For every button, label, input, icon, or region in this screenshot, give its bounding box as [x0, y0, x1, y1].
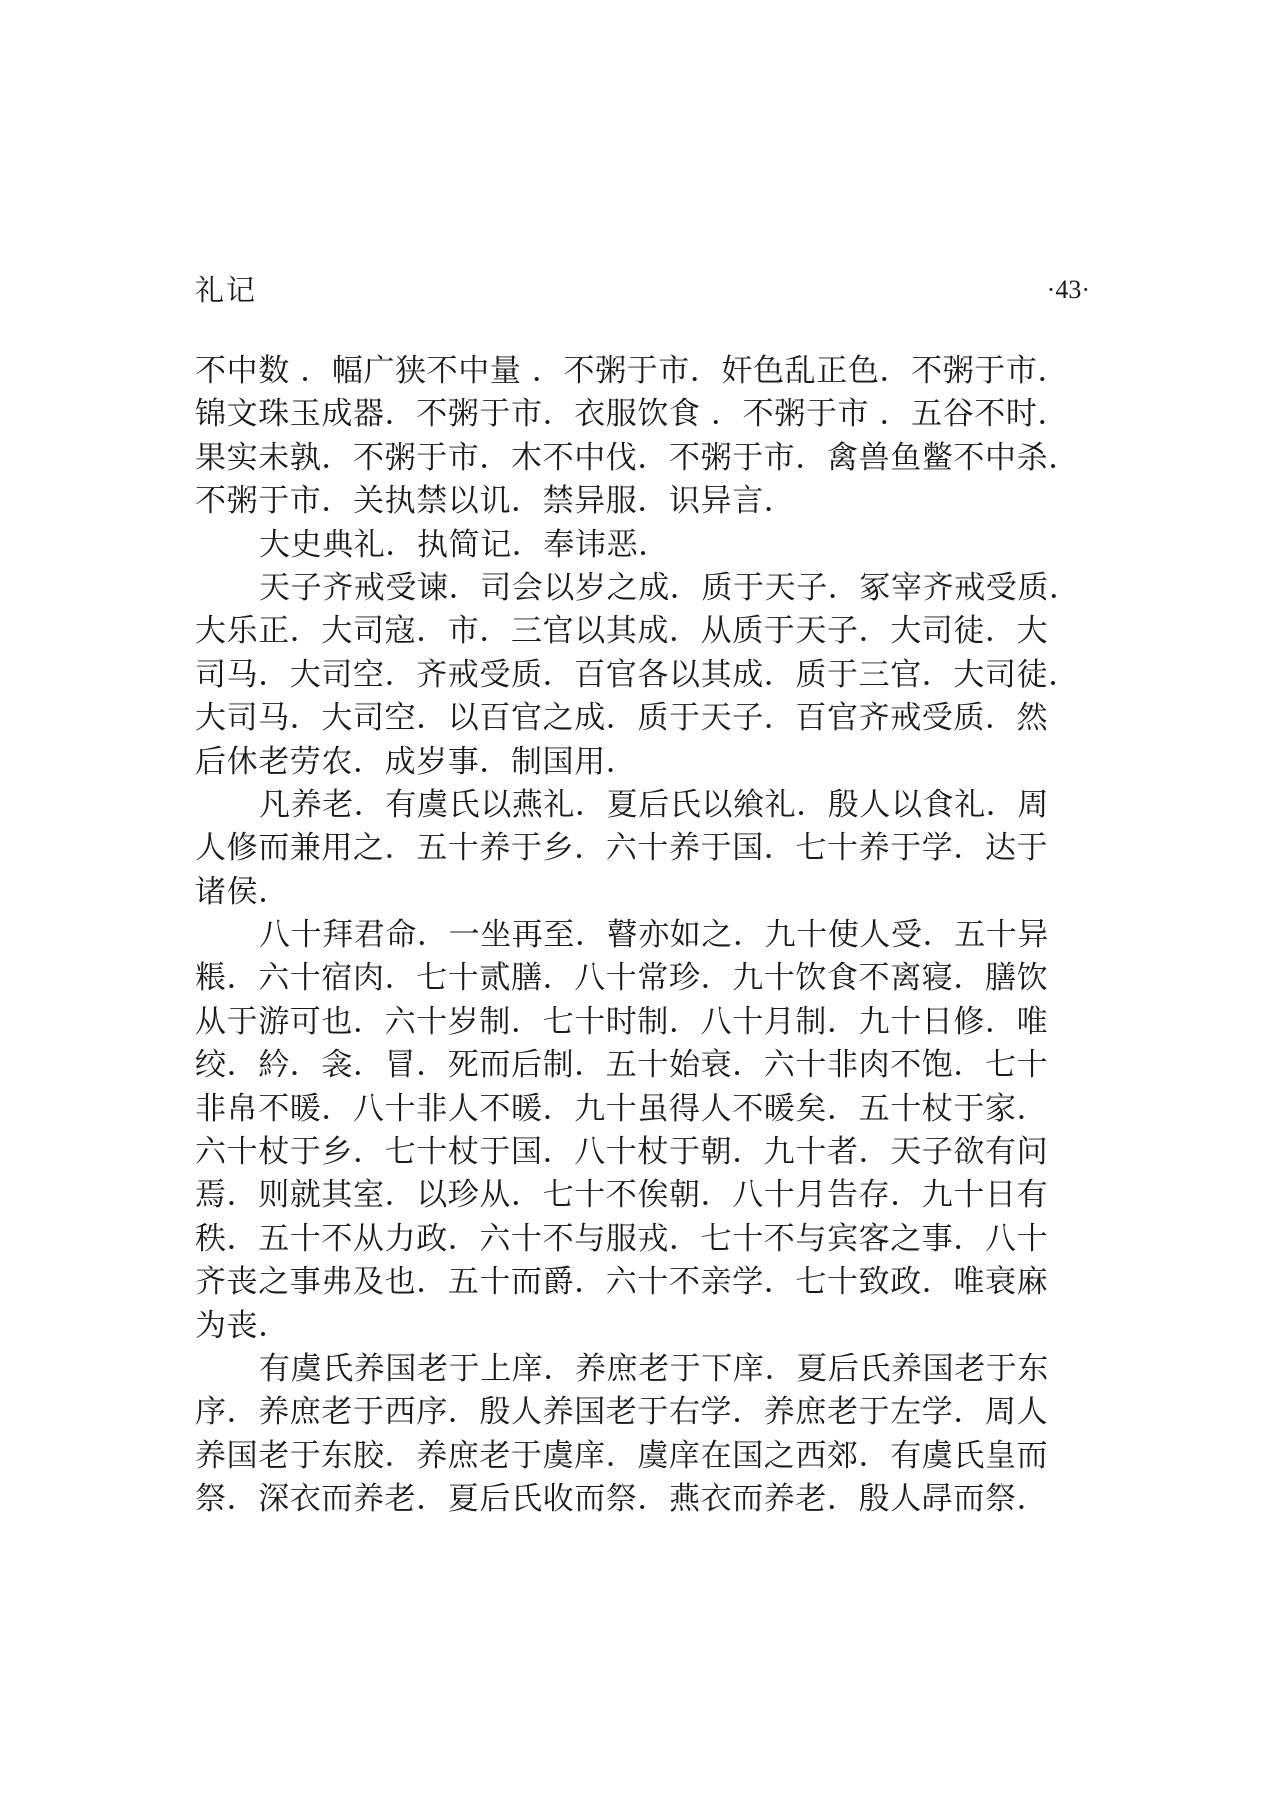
- text-line: 祭．深衣而养老．夏后氏收而祭．燕衣而养老．殷人冔而祭．: [195, 1481, 1049, 1518]
- text-line: 诸侯．: [195, 873, 290, 910]
- text-line: 焉．则就其室．以珍从．七十不俟朝．八十月告存．九十日有: [195, 1177, 1049, 1214]
- page-number: ·43·: [1046, 275, 1090, 304]
- text-line: 锦文珠玉成器．不粥于市．衣服饮食 ．不粥于市 ．五谷不时．: [195, 396, 1070, 433]
- text-line: 绞．紟．衾．冒．死而后制．五十始衰．六十非肉不饱．七十: [195, 1047, 1049, 1084]
- text-line: 大司马．大司空．以百官之成．质于天子．百官齐戒受质．然: [195, 700, 1049, 737]
- text-line: 非帛不暖．八十非人不暖．九十虽得人不暖矣．五十杖于家．: [195, 1090, 1049, 1127]
- text-line: 粻．六十宿肉．七十贰膳．八十常珍．九十饮食不离寝．膳饮: [195, 960, 1049, 997]
- text-line: 从于游可也．六十岁制．七十时制．八十月制．九十日修．唯: [195, 1003, 1049, 1040]
- text-line: 凡养老．有虞氏以燕礼．夏后氏以飨礼．殷人以食礼．周: [259, 786, 1049, 823]
- text-line: 果实未孰．不粥于市．木不中伐．不粥于市．禽兽鱼鳖不中杀．: [195, 439, 1080, 476]
- text-line: 司马．大司空．齐戒受质．百官各以其成．质于三官．大司徒．: [195, 656, 1080, 693]
- text-line: 天子齐戒受谏．司会以岁之成．质于天子．冢宰齐戒受质．: [259, 569, 1081, 606]
- text-line: 序．养庶老于西序．殷人养国老于右学．养庶老于左学．周人: [195, 1394, 1049, 1431]
- text-line: 为丧．: [195, 1307, 290, 1344]
- text-line: 八十拜君命．一坐再至．瞽亦如之．九十使人受．五十异: [259, 917, 1049, 954]
- page-body: [195, 350, 1100, 1522]
- page-header: [195, 270, 1090, 310]
- text-line: 人修而兼用之．五十养于乡．六十养于国．七十养于学．达于: [195, 830, 1049, 867]
- text-line: 不中数 ．幅广狭不中量 ．不粥于市．奸色乱正色．不粥于市．: [195, 353, 1070, 389]
- text-line: 不粥于市．关执禁以讥．禁异服．识异言．: [195, 483, 796, 520]
- text-line: 后休老劳农．成岁事．制国用．: [195, 743, 638, 780]
- text-line: 大乐正．大司寇．市．三官以其成．从质于天子．大司徒．大: [195, 613, 1049, 650]
- book-title: 礼记: [195, 273, 258, 307]
- text-line: 齐丧之事弗及也．五十而爵．六十不亲学．七十致政．唯衰麻: [195, 1264, 1049, 1301]
- text-line: 秩．五十不从力政．六十不与服戎．七十不与宾客之事．八十: [195, 1220, 1049, 1257]
- text-line: 有虞氏养国老于上庠．养庶老于下庠．夏后氏养国老于东: [259, 1350, 1049, 1387]
- text-line: 养国老于东胶．养庶老于虞庠．虞庠在国之西郊．有虞氏皇而: [195, 1437, 1049, 1474]
- text-line: 六十杖于乡．七十杖于国．八十杖于朝．九十者．天子欲有问: [195, 1134, 1049, 1171]
- text-line: 大史典礼．执简记．奉讳恶．: [259, 526, 670, 563]
